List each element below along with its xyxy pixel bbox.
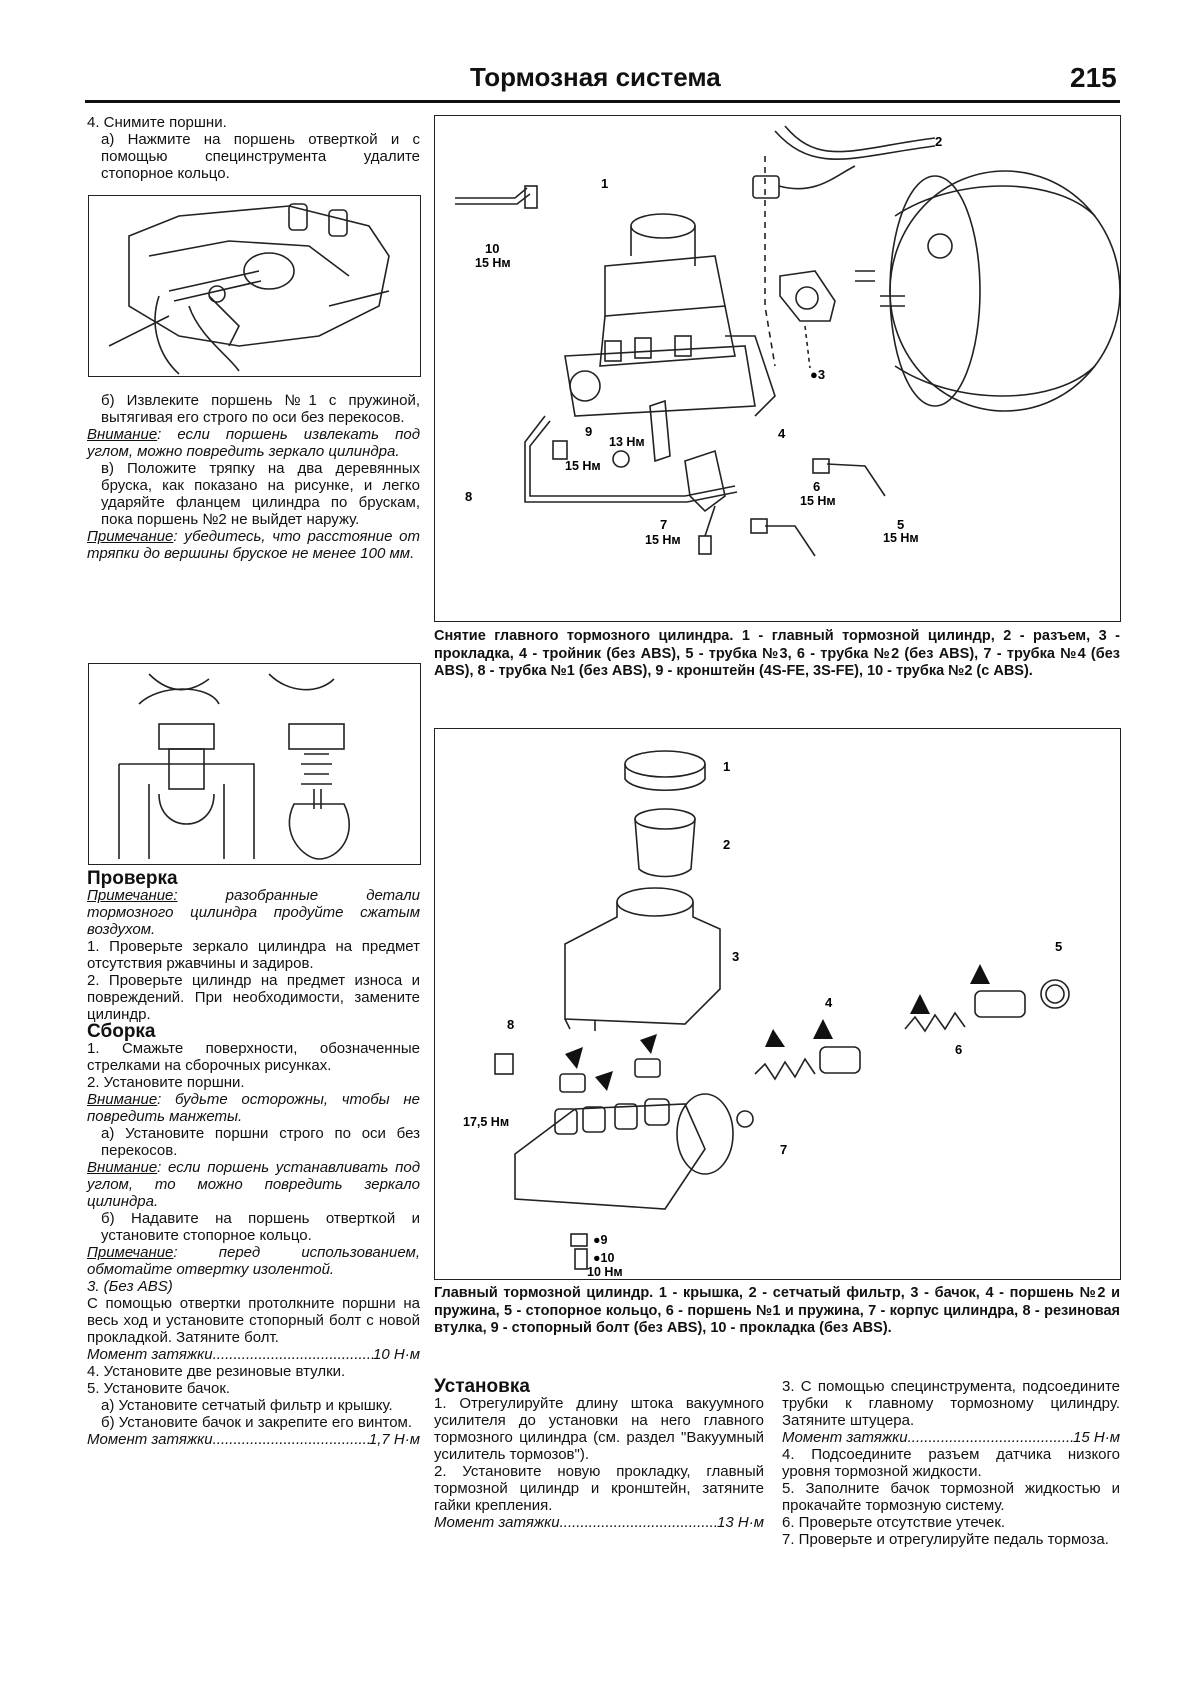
assembly-step-3: С помощью отвертки протолкните поршни на весь ход и установите стопорный болт с новой прокладкой. Затяните болт.: [87, 1295, 420, 1346]
master-cylinder-removal-figure: [434, 115, 1121, 622]
callout-5: 5: [1055, 939, 1063, 954]
wooden-blocks-drawing: [89, 664, 420, 864]
torque-label: Момент затяжки: [87, 1346, 213, 1363]
callout-7: 7: [660, 517, 668, 532]
callout-2: 2: [935, 134, 943, 149]
callout-6: 6: [813, 479, 821, 494]
figure2-caption: Главный тормозной цилиндр. 1 - крышка, 2 - сетчатый фильтр, 3 - бачок, 4 - поршень №2 и пружина, 5 - стопорное кольцо, 6 - поршень №1 и пружина, 7 - корпус цилиндра, 8 - резиновая втулка, 9 - стопорный болт (без ABS), 10 - прокладка (без ABS).: [434, 1285, 1120, 1336]
install-step-2: 2. Установите новую прокладку, главный тормозной цилиндр и кронштейн, затяните гайки крепления.: [434, 1463, 764, 1514]
warning-label: Внимание: [87, 1091, 158, 1108]
callout-5: 5: [897, 517, 905, 532]
torque-label: Момент затяжки: [434, 1514, 560, 1531]
assembly-heading: Сборка: [87, 1021, 156, 1042]
warning-label: Внимание: [87, 426, 158, 443]
callout-1: 1: [601, 176, 609, 191]
torque-value: 1,7 Н·м: [368, 1431, 420, 1448]
note-text: : перед использованием, обмотайте отвертку изолентой.: [87, 1244, 420, 1278]
note-label: Примечание:: [87, 887, 178, 904]
assembly-step-4: 4. Установите две резиновые втулки.: [87, 1363, 346, 1380]
torque-value: 10 Н·м: [373, 1346, 420, 1363]
callout-4: 4: [778, 426, 786, 441]
piston-removal-illustration: [88, 195, 421, 377]
assembly-step-2b: б) Надавите на поршень отверткой и установите стопорное кольцо.: [101, 1210, 420, 1244]
step-4b: б) Извлеките поршень №1 с пружиной, вытягивая его строго по оси без перекосов.: [101, 392, 420, 426]
section-title: Тормозная система: [470, 62, 721, 92]
torque-spec: [87, 1431, 420, 1448]
note-label: Примечание: [87, 528, 174, 545]
check-heading: Проверка: [87, 868, 178, 889]
note-label: Примечание: [87, 1244, 174, 1261]
note-text: : убедитесь, что расстояние от тряпки до вершины бруское не менее 100 мм.: [87, 528, 420, 562]
warning-text: : будьте осторожны, чтобы не повредить манжеты.: [87, 1091, 420, 1125]
piston-removal-drawing: [89, 196, 420, 376]
note-text: разобранные детали тормозного цилиндра продуйте сжатым воздухом.: [87, 887, 420, 938]
assembly-step-1: 1. Смажьте поверхности, обозначенные стрелками на сборочных рисунках.: [87, 1040, 420, 1074]
removal-steps-middle: [87, 392, 420, 562]
assembly-step-5: 5. Установите бачок.: [87, 1380, 231, 1397]
torque-label: 15 Нм: [475, 256, 511, 270]
callout-8: 8: [465, 489, 473, 504]
check-step-2: 2. Проверьте цилиндр на предмет износа и повреждений. При необходимости, замените цилиндр.: [87, 972, 420, 1023]
assembly-step-3-label: 3. (Без ABS): [87, 1278, 173, 1295]
callout-10: ●10: [593, 1251, 615, 1265]
torque-label: 15 Нм: [645, 533, 681, 547]
install-section-right: [782, 1378, 1120, 1548]
torque-value: 15 Н·м: [1073, 1429, 1120, 1446]
page-number: 215: [1070, 62, 1117, 93]
wooden-blocks-illustration: [88, 663, 421, 865]
install-step-4: 4. Подсоедините разъем датчика низкого уровня тормозной жидкости.: [782, 1446, 1120, 1480]
check-assembly-section: [87, 870, 420, 1448]
assembly-step-2: 2. Установите поршни.: [87, 1074, 245, 1091]
callout-1: 1: [723, 759, 731, 774]
check-step-1: 1. Проверьте зеркало цилиндра на предмет отсутствия ржавчины и задиров.: [87, 938, 420, 972]
assembly-step-5b: б) Установите бачок и закрепите его винтом.: [101, 1414, 413, 1431]
torque-label: 10 Нм: [587, 1265, 623, 1279]
callout-3: ●3: [810, 367, 826, 382]
callout-8: 8: [507, 1017, 515, 1032]
install-step-3: 3. С помощью специнструмента, подсоедините трубки к главному тормозному цилиндру. Затяните штуцера.: [782, 1378, 1120, 1429]
step-4c: в) Положите тряпку на два деревянных бруска, как показано на рисунке, и легко ударяйте фланцем цилиндра по брускам, пока поршень №2 не выйдет наружу.: [101, 460, 420, 528]
torque-spec: [434, 1514, 764, 1531]
torque-label: Момент затяжки: [782, 1429, 908, 1446]
install-step-5: 5. Заполните бачок тормозной жидкостью и прокачайте тормозную систему.: [782, 1480, 1120, 1514]
install-step-1: 1. Отрегулируйте длину штока вакуумного усилителя до установки на него главного тормозного цилиндра (см. раздел "Вакуумный усилитель тормозов").: [434, 1395, 764, 1463]
torque-spec: [782, 1429, 1120, 1446]
torque-label: Момент затяжки: [87, 1431, 213, 1448]
callout-2: 2: [723, 837, 731, 852]
callout-9: 9: [585, 424, 593, 439]
torque-label: 13 Нм: [609, 435, 645, 449]
figure1-caption: Снятие главного тормозного цилиндра. 1 - главный тормозной цилиндр, 2 - разъем, 3 - прокладка, 4 - тройник (без ABS), 5 - трубка №3, 6 - трубка №2 (без ABS), 7 - трубка №4 (без ABS), 8 - трубка №1 (без ABS), 9 - кронштейн (4S-FE, 3S-FE), 10 - трубка №2 (с ABS).: [434, 628, 1120, 679]
torque-label: 17,5 Нм: [463, 1115, 510, 1129]
callout-7: 7: [780, 1142, 788, 1157]
torque-label: 15 Нм: [883, 531, 919, 545]
assembly-step-2a: а) Установите поршни строго по оси без перекосов.: [101, 1125, 420, 1159]
torque-label: 15 Нм: [800, 494, 836, 508]
callout-3: 3: [732, 949, 740, 964]
warning-text: : если поршень извлекать под углом, можно повредить зеркало цилиндра.: [87, 426, 420, 460]
header-rule: [85, 100, 1120, 103]
callout-10: 10: [485, 241, 500, 256]
master-cylinder-exploded-drawing: [435, 729, 1120, 1279]
step-4: 4. Снимите поршни.: [87, 114, 227, 131]
warning-text: : если поршень устанавливать под углом, то можно повредить зеркало цилиндра.: [87, 1159, 420, 1210]
callout-6: 6: [955, 1042, 963, 1057]
step-4a: а) Нажмите на поршень отверткой и с помощью специнструмента удалите стопорное кольцо.: [101, 131, 420, 182]
torque-spec: [87, 1346, 420, 1363]
callout-4: 4: [825, 995, 833, 1010]
assembly-step-5a: а) Установите сетчатый фильтр и крышку.: [101, 1397, 393, 1414]
removal-steps-top: [87, 114, 420, 182]
torque-value: 13 Н·м: [717, 1514, 764, 1531]
install-step-6: 6. Проверьте отсутствие утечек.: [782, 1514, 1006, 1531]
warning-label: Внимание: [87, 1159, 158, 1176]
master-cylinder-exploded-figure: [434, 728, 1121, 1280]
callout-9: ●9: [593, 1233, 608, 1247]
install-heading: Установка: [434, 1376, 530, 1397]
torque-label: 15 Нм: [565, 459, 601, 473]
master-cylinder-removal-drawing: [435, 116, 1120, 621]
install-section-left: [434, 1378, 764, 1531]
install-step-7: 7. Проверьте и отрегулируйте педаль тормоза.: [782, 1531, 1109, 1548]
